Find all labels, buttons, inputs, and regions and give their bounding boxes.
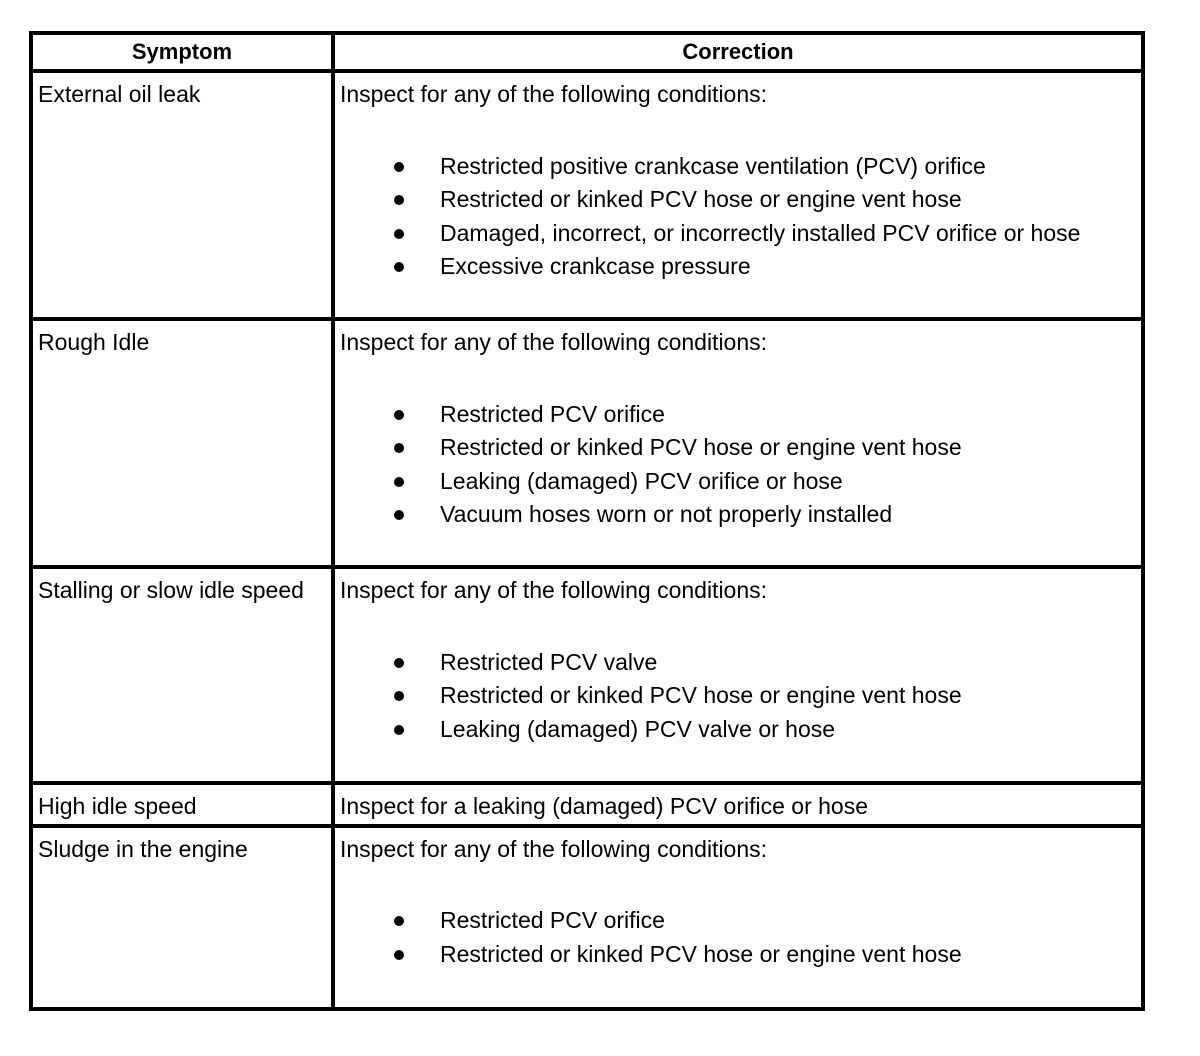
condition-text: Restricted or kinked PCV hose or engine vent hose — [440, 682, 962, 708]
correction-cell — [333, 826, 1143, 1009]
bullet-icon — [394, 477, 404, 487]
correction-intro: Inspect for any of the following conditions: — [340, 81, 768, 107]
bullet-icon — [394, 443, 404, 453]
bullet-icon — [394, 262, 404, 272]
correction-intro: Inspect for any of the following conditions: — [340, 329, 768, 355]
symptom-text: Rough Idle — [38, 329, 150, 355]
condition-text: Restricted PCV valve — [440, 648, 658, 675]
bullet-icon — [394, 950, 404, 960]
table-row — [31, 783, 1143, 826]
diagnostic-table-container — [29, 31, 1141, 1011]
condition-text: Restricted or kinked PCV hose or engine vent hose — [440, 940, 962, 967]
symptom-column-header: Symptom — [31, 33, 333, 71]
condition-item — [340, 217, 1141, 251]
condition-text: Damaged, incorrect, or incorrectly installed PCV orifice or hose — [440, 219, 1081, 246]
condition-item — [340, 938, 1141, 972]
correction-cell — [333, 319, 1143, 567]
symptom-text: Stalling or slow idle speed — [38, 577, 304, 603]
condition-text: Leaking (damaged) PCV orifice or hose — [440, 467, 843, 494]
symptom-cell — [31, 319, 333, 567]
condition-item — [340, 713, 1141, 747]
correction-intro: Inspect for any of the following conditions: — [340, 835, 768, 862]
correction-intro: Inspect for any of the following conditions: — [340, 577, 768, 603]
condition-item — [340, 498, 1141, 532]
symptom-cell — [31, 826, 333, 1009]
condition-list — [340, 904, 1141, 971]
condition-item — [340, 250, 1141, 284]
condition-item — [340, 465, 1141, 499]
correction-cell — [333, 783, 1143, 826]
bullet-icon — [394, 410, 404, 420]
condition-item — [340, 150, 1141, 184]
condition-text: Leaking (damaged) PCV valve or hose — [440, 715, 836, 742]
correction-column-header: Correction — [333, 33, 1143, 71]
table-row — [31, 319, 1143, 567]
bullet-icon — [394, 658, 404, 668]
symptom-cell — [31, 567, 333, 783]
table-row — [31, 826, 1143, 1009]
symptom-cell — [31, 71, 333, 319]
bullet-icon — [394, 510, 404, 520]
table-row — [31, 71, 1143, 319]
symptom-text: High idle speed — [38, 793, 197, 819]
condition-text: Vacuum hoses worn or not properly installed — [440, 501, 893, 527]
correction-intro: Inspect for a leaking (damaged) PCV orifice or hose — [340, 793, 868, 819]
table-row — [31, 567, 1143, 783]
condition-text: Restricted PCV orifice — [440, 907, 665, 933]
condition-item — [340, 431, 1141, 465]
condition-item — [340, 679, 1141, 713]
table-header-row — [31, 33, 1143, 71]
bullet-icon — [394, 229, 404, 239]
condition-list — [340, 150, 1141, 284]
condition-item — [340, 398, 1141, 432]
condition-item — [340, 904, 1141, 938]
condition-item — [340, 646, 1141, 680]
condition-text: Restricted positive crankcase ventilation (PCV) orifice — [440, 152, 986, 179]
bullet-icon — [394, 916, 404, 926]
bullet-icon — [394, 691, 404, 701]
symptom-text: Sludge in the engine — [38, 835, 248, 862]
condition-item — [340, 183, 1141, 217]
condition-text: Excessive crankcase pressure — [440, 253, 751, 279]
condition-list — [340, 646, 1141, 747]
condition-text: Restricted PCV orifice — [440, 400, 665, 427]
correction-cell — [333, 71, 1143, 319]
symptom-correction-table — [29, 31, 1145, 1011]
bullet-icon — [394, 725, 404, 735]
symptom-text: External oil leak — [38, 81, 201, 107]
symptom-cell — [31, 783, 333, 826]
correction-cell — [333, 567, 1143, 783]
condition-text: Restricted or kinked PCV hose or engine vent hose — [440, 434, 962, 460]
bullet-icon — [394, 162, 404, 172]
bullet-icon — [394, 195, 404, 205]
condition-list — [340, 398, 1141, 532]
condition-text: Restricted or kinked PCV hose or engine vent hose — [440, 186, 962, 212]
